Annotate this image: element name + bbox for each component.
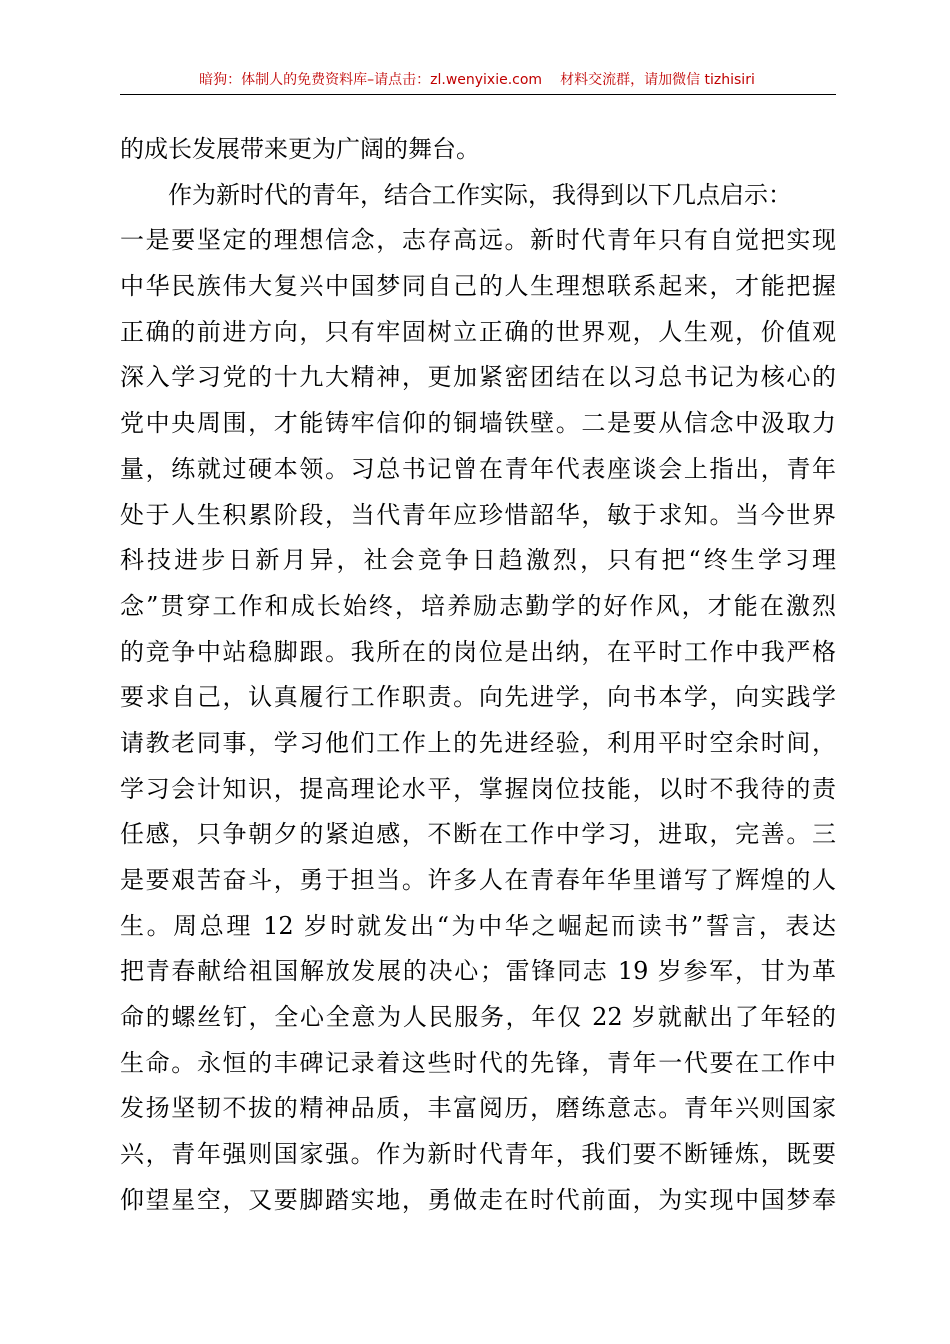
paragraph-line: 兴，青年强则国家强。作为新时代青年，我们要不断锤炼，既要 bbox=[120, 1140, 836, 1169]
header-link-prefix: –请点击： bbox=[367, 72, 431, 88]
paragraph-line: 仰望星空，又要脚踏实地，勇做走在时代前面，为实现中国梦奉 bbox=[120, 1185, 836, 1214]
paragraph-line: 要求自己，认真履行工作职责。向先进学，向书本学，向实践学 bbox=[120, 683, 836, 712]
paragraph-line: 党中央周围，才能铸牢信仰的铜墙铁壁。二是要从信念中汲取力 bbox=[120, 409, 836, 438]
paragraph-line: 学习会计知识，提高理论水平，掌握岗位技能，以时不我待的责 bbox=[120, 774, 836, 803]
page-header bbox=[120, 70, 834, 94]
paragraph-line: 正确的前进方向，只有牢固树立正确的世界观，人生观，价值观 bbox=[120, 317, 836, 346]
document-body bbox=[120, 127, 836, 1224]
paragraph-line: 发扬坚韧不拔的精神品质，丰富阅历，磨练意志。青年兴则国家 bbox=[120, 1094, 836, 1123]
paragraph-line: 科技进步日新月异，社会竞争日趋激烈，只有把“终生学习理 bbox=[120, 546, 836, 575]
header-link[interactable]: zl.wenyixie.com bbox=[430, 72, 543, 88]
paragraph-line: 作为新时代的青年，结合工作实际，我得到以下几点启示： bbox=[168, 180, 792, 209]
paragraph-line: 请教老同事，学习他们工作上的先进经验，利用平时空余时间， bbox=[120, 728, 836, 757]
paragraph-line: 生命。永恒的丰碑记录着这些时代的先锋，青年一代要在工作中 bbox=[120, 1048, 836, 1077]
paragraph-line: 把青春献给祖国解放发展的决心；雷锋同志 19 岁参军，甘为革 bbox=[120, 957, 836, 986]
paragraph-line: 是要艰苦奋斗，勇于担当。许多人在青春年华里谱写了辉煌的人 bbox=[120, 866, 836, 894]
paragraph-line: 念”贯穿工作和成长始终，培养励志勤学的好作风，才能在激烈 bbox=[120, 591, 836, 620]
paragraph-line: 深入学习党的十九大精神，更加紧密团结在以习总书记为核心的 bbox=[120, 363, 836, 392]
paragraph-line: 命的螺丝钉，全心全意为人民服务，年仅 22 岁就献出了年轻的 bbox=[120, 1003, 836, 1032]
header-contact: 材料交流群，请加微信 tizhisiri bbox=[560, 72, 755, 88]
paragraph-line: 的竞争中站稳脚跟。我所在的岗位是出纳，在平时工作中我严格 bbox=[120, 637, 836, 666]
paragraph-line: 中华民族伟大复兴中国梦同自己的人生理想联系起来，才能把握 bbox=[120, 272, 836, 301]
paragraph-line: 量，练就过硬本领。习总书记曾在青年代表座谈会上指出，青年 bbox=[120, 454, 836, 483]
paragraph-line: 的成长发展带来更为广阔的舞台。 bbox=[120, 135, 480, 163]
paragraph-line: 任感，只争朝夕的紧迫感，不断在工作中学习，进取，完善。三 bbox=[120, 820, 836, 849]
paragraph-line: 生。周总理 12 岁时就发出“为中华之崛起而读书”誓言，表达 bbox=[120, 911, 836, 940]
paragraph-line: 一是要坚定的理想信念，志存高远。新时代青年只有自觉把实现 bbox=[120, 226, 836, 255]
header-divider bbox=[120, 94, 836, 95]
paragraph-line: 处于人生积累阶段，当代青年应珍惜韶华，敏于求知。当今世界 bbox=[120, 500, 836, 529]
header-brand: 暗狗：体制人的免费资料库 bbox=[199, 72, 368, 88]
